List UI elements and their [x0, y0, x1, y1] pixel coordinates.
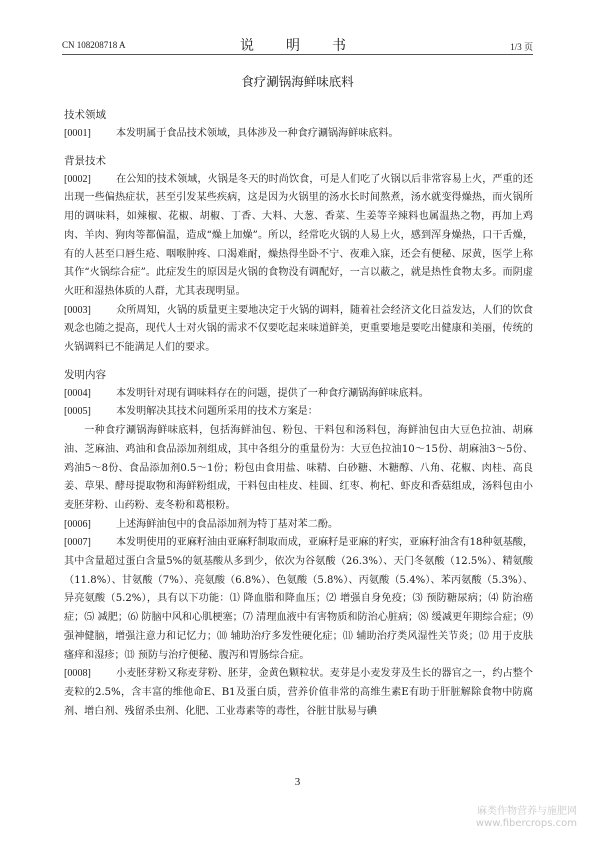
paragraph-number: [0003]	[64, 304, 91, 316]
document-title: 食疗涮锅海鲜味底料	[241, 74, 354, 89]
paragraph-formula	[64, 422, 533, 516]
patent-number: CN 108208718 A	[62, 40, 126, 50]
paragraph-text: 上述海鲜油包中的食品添加剂为特丁基对苯二酚。	[116, 518, 339, 530]
paragraph-0001	[64, 125, 533, 144]
section-heading-invention: 发明内容	[64, 368, 106, 381]
paragraph-text: 本发明属于食品技术领域，具体涉及一种食疗涮锅海鲜味底料。	[116, 128, 399, 139]
paragraph-text: 本发明针对现有调味料存在的问题，提供了一种食疗涮锅海鲜味底料。	[116, 387, 429, 399]
paragraph-text: 众所周知，火锅的质量更主要地决定于火锅的调料，随着社会经济文化日益发达，人们的饮食观念也随之提高，现代人士对火锅的需求不仅要吃起来味道鲜美，更重要地是要吃出健康和美丽，传统的火锅调料已不能满足人们的要求。	[64, 304, 533, 354]
paragraph-number: [0002]	[64, 173, 91, 185]
paragraph-number: [0001]	[64, 128, 91, 139]
paragraph-0002	[64, 171, 533, 302]
page-header	[62, 36, 533, 55]
paragraph-number: [0006]	[64, 518, 91, 530]
watermark-url: www.fibercrops.com	[475, 818, 577, 829]
section-heading-background: 背景技术	[64, 154, 106, 167]
paragraph-number: [0007]	[64, 537, 91, 549]
paragraph-text: 一种食疗涮锅海鲜味底料，包括海鲜油包、粉包、干料包和汤料包，海鲜油包由大豆色拉油、胡麻油、芝麻油、鸡油和食品添加剂组成，其中各组分的重量份为：大豆色拉油10～15份、胡麻油3～5份、鸡油5～8份、食品添加剂0.5～1份；粉包由食用盐、味精、白砂糖、木糖醇、八角、花椒、肉桂、高良姜、草果、酵母提取物和海鲜粉组成，干料包由桂皮、桂圆、红枣、枸杞、虾皮和香菇组成，汤料包由小麦胚芽粉、山药粉、麦冬粉和葛根粉。	[64, 425, 533, 511]
watermark	[476, 806, 577, 830]
paragraph-text: 在公知的技术领域，火锅是冬天的时尚饮食，可是人们吃了火锅以后非常容易上火，严重的还出现一些偏热症状，甚至引发某些疾病，这是因为火锅里的汤水长时间熬煮，汤水就变得燥热，而火锅所用的调味料，如辣椒、花椒、胡椒、丁香、大料、大葱、香菜、生姜等辛辣料也属温热之物，再加上鸡肉、羊肉、狗肉等都偏温，造成“燥上加燥”。所以，经常吃火锅的人易上火，感到浑身燥热，口干舌燥，有的人甚至口唇生疮、咽喉肿疼、口渴难耐，燥热得坐卧不宁、夜难入寐，还会有便秘、尿黄，医学上称其作“火锅综合症”。此症发生的原因是火锅的食物没有调配好，一言以蔽之，就是热性食物太多。而阴虚火旺和湿热体质的人群，尤其表现明显。	[64, 173, 533, 297]
paragraph-0003	[64, 302, 533, 358]
document-type: 说 明 书	[240, 38, 355, 54]
paragraph-0006	[64, 516, 533, 535]
paragraph-0008	[64, 665, 533, 721]
paragraph-number: [0004]	[64, 387, 91, 399]
watermark-site-name: 麻类作物营养与施肥网	[477, 806, 577, 817]
paragraph-text: 本发明解决其技术问题所采用的技术方案是：	[116, 406, 318, 418]
paragraph-0007	[64, 534, 533, 665]
paragraph-0005	[64, 403, 533, 422]
paragraph-text: 本发明使用的亚麻籽油由亚麻籽制取而成，亚麻籽是亚麻的籽实，亚麻籽油含有18种氨基酸，其中含量超过蛋白含量5%的氨基酸从多到少，依次为谷氨酸（26.3%）、天门冬氨酸（12.5%）、精氨酸（11.8%）、甘氨酸（7%）、亮氨酸（6.8%）、色氨酸（5.8%）、丙氨酸（5.4%）、苯丙氨酸（5.3%）、异亮氨酸（5.2%），具有以下功能：⑴ 降血脂和降血压；⑵ 增强自身免疫；⑶ 预防糖尿病；⑷ 防治癌症；⑸ 减肥；⑹ 防脑中风和心肌梗塞；⑺ 清理血液中有害物质和防治心脏病；⑻ 缓减更年期综合症；⑼ 强神健脑，增强注意力和记忆力；⑽ 辅助治疗多发性硬化症；⑾ 辅助治疗类风湿性关节炎；⑿ 用于皮肤瘙痒和湿疹；⒀ 预防与治疗便秘、腹泻和胃肠综合症。	[64, 537, 533, 661]
document-body	[64, 106, 533, 721]
paragraph-0004	[64, 385, 533, 404]
page-number: 3	[294, 776, 301, 788]
paragraph-number: [0005]	[64, 406, 91, 418]
paragraph-text: 小麦胚芽粉又称麦芽粉、胚芽，金黄色颗粒状。麦芽是小麦发芽及生长的器官之一，约占整个麦粒的2.5%，含丰富的维他命E、B1及蛋白质，营养价值非常的高维生素E有助于肝脏解除食物中防腐剂、增白剂、残留杀虫剂、化肥、工业毒素等的毒性，谷脏甘肽易与碘	[64, 668, 533, 717]
section-heading-tech-field: 技术领域	[64, 109, 106, 121]
paragraph-number: [0008]	[64, 668, 91, 680]
page-info: 1/3 页	[510, 42, 533, 52]
